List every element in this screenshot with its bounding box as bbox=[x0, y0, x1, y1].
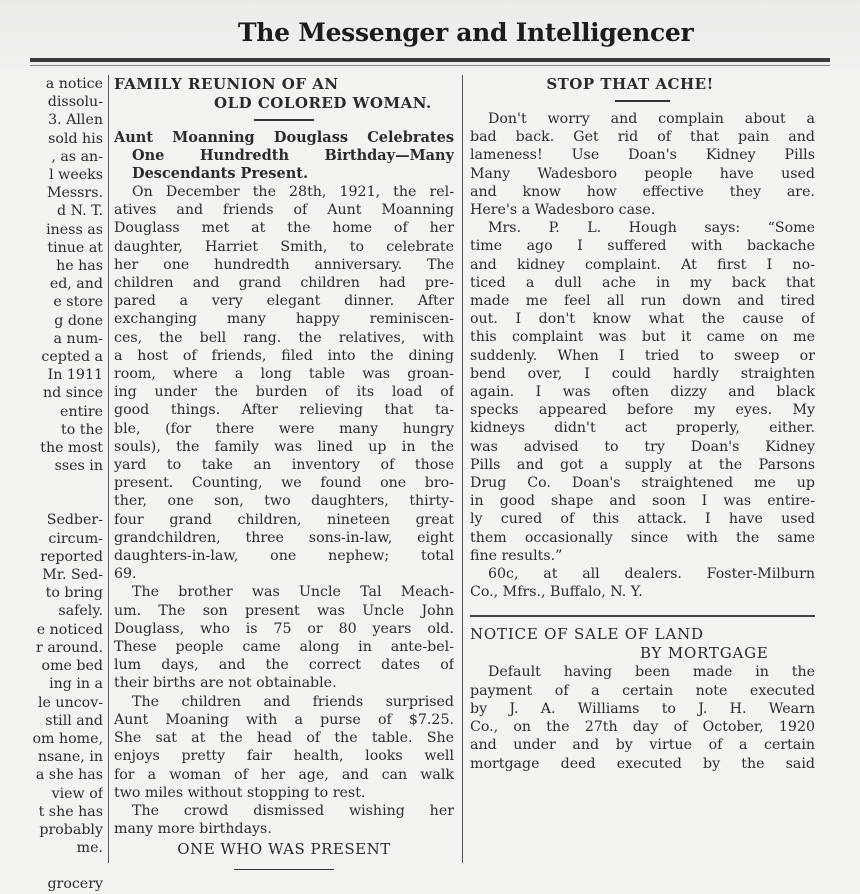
text-line: out. I don't know what the cause of bbox=[470, 311, 815, 328]
text-line: The crowd dismissed wishing her bbox=[132, 802, 454, 819]
text-line: he has bbox=[56, 258, 103, 275]
text-line: Here's a Wadesboro case. bbox=[470, 202, 656, 219]
text-line: e noticed bbox=[36, 621, 103, 638]
text-line: ticed a dull ache in my back that bbox=[470, 274, 815, 291]
subhead-line: Aunt Moanning Douglass Celebrates bbox=[114, 129, 454, 146]
text-line: These people came along in ante-bel- bbox=[114, 639, 454, 656]
text-line: lameness! Use Doan's Kidney Pills bbox=[470, 147, 815, 164]
text-line: and under and by virtue of a certain bbox=[470, 737, 815, 754]
newspaper-title: The Messenger and Intelligencer bbox=[238, 18, 694, 47]
text-line: t she has bbox=[38, 803, 103, 820]
text-line: 3. Allen bbox=[48, 112, 103, 129]
text-line: still and bbox=[45, 712, 103, 729]
text-line: cepted a bbox=[41, 349, 103, 366]
text-line: Pills and got a supply at the Parsons bbox=[470, 456, 815, 473]
text-line: pared a very elegant dinner. After bbox=[114, 293, 454, 310]
text-line: a she has bbox=[35, 767, 103, 784]
text-line: bend over, I could hardly straighten bbox=[470, 365, 815, 382]
text-line: room, where a long table was groan- bbox=[114, 366, 454, 383]
notice-headline-line-2: BY MORTGAGE bbox=[640, 644, 769, 663]
end-rule bbox=[234, 869, 334, 870]
article-stop-that-ache bbox=[470, 75, 815, 773]
text-line: bad back. Get rid of that pain and bbox=[470, 129, 815, 146]
text-line: children and grand children had pre- bbox=[114, 275, 454, 292]
text-line: Messrs. bbox=[46, 185, 103, 202]
text-line: Mrs. P. L. Hough says: “Some bbox=[488, 220, 815, 237]
text-line: ome bed bbox=[41, 658, 103, 675]
text-line: sold his bbox=[48, 130, 103, 147]
ache-headline: STOP THAT ACHE! bbox=[546, 75, 714, 93]
text-line: Default having been made in the bbox=[488, 664, 815, 681]
text-line: Co., Mfrs., Buffalo, N. Y. bbox=[470, 584, 643, 601]
text-line: atives and friends of Aunt Moanning bbox=[114, 202, 454, 219]
headline-line-1: FAMILY REUNION OF AN bbox=[114, 75, 339, 93]
text-line: and know how effective they are. bbox=[470, 183, 815, 200]
text-line: nsane, in bbox=[37, 749, 103, 766]
ache-headline-rule bbox=[615, 100, 670, 102]
text-line: e store bbox=[53, 294, 103, 311]
text-line: Many Wadesboro people have used bbox=[470, 165, 815, 182]
text-line: two miles without stopping to rest. bbox=[114, 784, 366, 801]
text-line: On December the 28th, 1921, the rel- bbox=[132, 184, 454, 200]
text-line: ed, and bbox=[49, 276, 103, 293]
text-line: was advised to try Doan's Kidney bbox=[470, 438, 815, 455]
text-line: by J. A. Williams to J. H. Wearn bbox=[470, 700, 815, 717]
text-line: grandchildren, three sons-in-law, eight bbox=[114, 529, 454, 546]
text-line: She sat at the head of the table. She bbox=[114, 730, 454, 747]
text-line: ing in a bbox=[49, 676, 103, 693]
text-line: le uncov- bbox=[37, 694, 103, 711]
text-line: time ago I suffered with backache bbox=[470, 238, 815, 255]
text-line: g done bbox=[54, 312, 103, 329]
text-line: om home, bbox=[32, 730, 103, 747]
text-line: suddenly. When I tried to sweep or bbox=[470, 347, 815, 364]
text-line: sses in bbox=[54, 458, 103, 475]
article-body bbox=[114, 183, 454, 838]
article-notice-of-sale bbox=[470, 625, 815, 772]
headline-rule bbox=[254, 119, 314, 121]
text-line: ther, one son, two daughters, thirty- bbox=[114, 493, 454, 510]
text-line: and kidney complaint. At first I no- bbox=[470, 256, 815, 273]
article-signature: ONE WHO WAS PRESENT bbox=[177, 840, 391, 859]
text-line: nd since bbox=[42, 385, 103, 402]
article-family-reunion bbox=[114, 75, 454, 878]
text-line: um. The son present was Uncle John bbox=[114, 602, 454, 619]
text-line: l weeks bbox=[49, 167, 103, 184]
headline-line-2: OLD COLORED WOMAN. bbox=[214, 94, 432, 112]
text-line: Douglass met at the home of her bbox=[114, 220, 454, 237]
text-line: ble, (for there were many hungry bbox=[114, 420, 454, 437]
text-line: them occasionally since with the same bbox=[470, 529, 815, 546]
text-line: probably bbox=[39, 821, 103, 838]
text-line: Drug Co. Doan's straightened me up bbox=[470, 475, 815, 492]
text-line: yard to take an inventory of those bbox=[114, 457, 454, 474]
text-line: ing under the burden of its load of bbox=[114, 384, 454, 401]
text-line: kidneys didn't act properly, either. bbox=[470, 420, 815, 437]
text-line: present. Counting, we found one bro- bbox=[114, 475, 454, 492]
left-column-fragment bbox=[0, 75, 103, 894]
text-line: 60c, at all dealers. Foster-Milburn bbox=[488, 566, 815, 583]
text-line: r around. bbox=[36, 639, 103, 656]
text-line: a notice bbox=[45, 76, 103, 92]
text-line: Aunt Moaning with a purse of $7.25. bbox=[114, 711, 454, 728]
text-line: safely. bbox=[58, 603, 103, 620]
text-line: daughter, Harriet Smith, to celebrate bbox=[114, 238, 454, 255]
text-line: to bring bbox=[45, 585, 103, 602]
article-subhead bbox=[114, 129, 454, 183]
text-line: her one hundredth anniversary. The bbox=[114, 256, 454, 273]
text-line: d N. T. bbox=[56, 203, 103, 220]
text-line: specks appeared before my eyes. My bbox=[470, 402, 815, 419]
text-line: iness as bbox=[46, 221, 103, 238]
text-line: Don't worry and complain about a bbox=[488, 111, 815, 127]
text-line: souls), the family was lined up in the bbox=[114, 438, 454, 455]
text-line: view of bbox=[51, 785, 103, 802]
text-line: me. bbox=[76, 840, 103, 857]
text-line: dissolu- bbox=[47, 94, 103, 111]
text-line: made me feel all run down and tired bbox=[470, 293, 815, 310]
column-divider bbox=[462, 75, 463, 863]
text-line: to the bbox=[61, 421, 103, 438]
text-line: 69. bbox=[114, 566, 137, 583]
text-line: In 1911 bbox=[47, 367, 103, 384]
text-line: entire bbox=[60, 403, 103, 420]
text-line: Douglass, who is 75 or 80 years old. bbox=[114, 620, 454, 637]
text-line: ly cured of this attack. I have used bbox=[470, 511, 815, 528]
left-column-bottom-lines bbox=[0, 511, 103, 857]
text-line: daughters-in-law, one nephew; total bbox=[114, 548, 454, 565]
text-line: Sedber- bbox=[46, 512, 103, 529]
text-line: exchanging many happy reminiscen- bbox=[114, 311, 454, 328]
text-line: enjoys pretty fair health, looks well bbox=[114, 748, 454, 765]
column-divider bbox=[108, 75, 109, 863]
text-line: this complaint was but it came on me bbox=[470, 329, 815, 346]
text-line: reported bbox=[40, 548, 103, 565]
text-line: Co., on the 27th day of October, 1920 bbox=[470, 719, 815, 736]
masthead-rule bbox=[30, 58, 830, 62]
text-line: The brother was Uncle Tal Meach- bbox=[132, 584, 454, 601]
text-line: The children and friends surprised bbox=[132, 693, 454, 710]
text-line: a num- bbox=[53, 330, 103, 347]
text-line: Mr. Sed- bbox=[42, 567, 103, 584]
text-line: in good shape and soon I was entire- bbox=[470, 493, 815, 510]
left-column-last-line: grocery bbox=[47, 876, 103, 893]
text-line: tinue at bbox=[47, 239, 103, 256]
subhead-line: Descendants Present. bbox=[132, 165, 308, 182]
masthead bbox=[0, 0, 860, 70]
text-line: a host of friends, filed into the dining bbox=[114, 347, 454, 364]
text-line: fine results.” bbox=[470, 547, 563, 564]
text-line: their births are not obtainable. bbox=[114, 675, 337, 692]
text-line: four grand children, nineteen great bbox=[114, 511, 454, 528]
text-line: payment of a certain note executed bbox=[470, 682, 815, 699]
notice-headline-line-1: NOTICE OF SALE OF LAND bbox=[470, 625, 704, 644]
text-line: the most bbox=[40, 440, 103, 457]
text-line: ces, the bell rang. the relatives, with bbox=[114, 329, 454, 346]
text-line: many more birthdays. bbox=[114, 821, 272, 838]
text-line: again. I was often dizzy and black bbox=[470, 384, 815, 401]
subhead-line: One Hundredth Birthday—Many bbox=[132, 147, 454, 164]
text-line: lum days, and the correct dates of bbox=[114, 657, 454, 674]
notice-body bbox=[470, 663, 815, 772]
text-line: for a woman of her age, and can walk bbox=[114, 766, 454, 783]
text-line: good things. After relieving that ta- bbox=[114, 402, 454, 419]
left-column-top-lines bbox=[0, 75, 103, 475]
ache-body bbox=[470, 110, 815, 601]
text-line: circum- bbox=[48, 530, 103, 547]
masthead-rule-thin bbox=[30, 65, 830, 66]
text-line: mortgage deed executed by the said bbox=[470, 755, 815, 772]
text-line: , as an- bbox=[51, 148, 103, 165]
section-rule bbox=[470, 615, 815, 617]
